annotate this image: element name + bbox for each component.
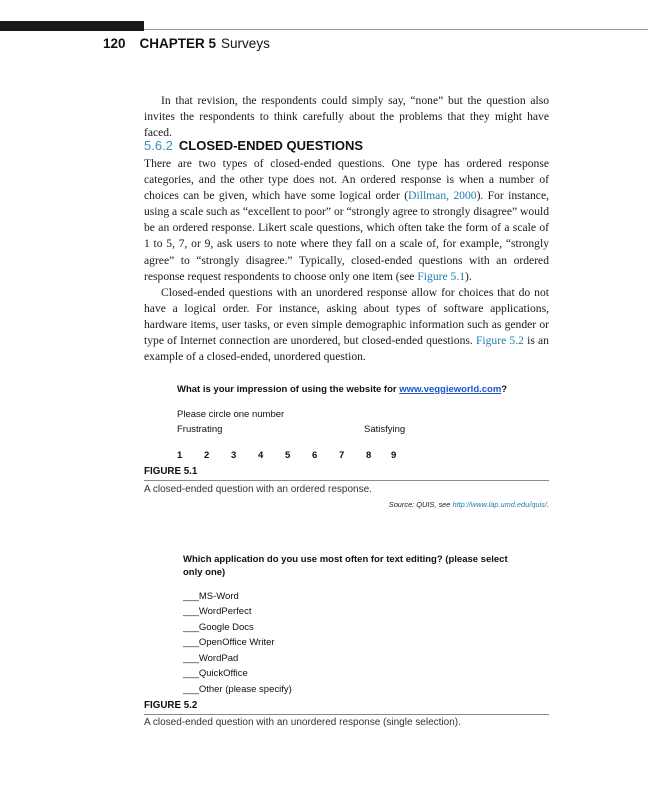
scale-option[interactable]: 6: [312, 450, 318, 461]
figure2-caption: A closed-ended question with an unordered response (single selection).: [144, 717, 461, 728]
scale-right-anchor: Satisfying: [364, 424, 406, 435]
paragraph-ordered: [144, 156, 549, 285]
option-ms-word[interactable]: ___MS-Word: [183, 591, 239, 602]
figure1-question-text: What is your impression of using the website for: [177, 384, 400, 395]
option-openoffice-writer[interactable]: ___OpenOffice Writer: [183, 637, 275, 648]
figure1-label: FIGURE 5.1: [144, 466, 198, 477]
source-suffix: .: [546, 500, 549, 509]
para1-text-a: There are two types of closed-ended questions. One type has ordered response categories, and the other type does not. An ordered response is when a number of choices can be given, which have some logical order (: [144, 157, 549, 203]
figure2-question-line2: only one): [183, 567, 226, 578]
source-prefix: Source: QUIS, see: [388, 500, 453, 509]
option-google-docs[interactable]: ___Google Docs: [183, 622, 254, 633]
figure1-source: [389, 500, 549, 509]
scale-option[interactable]: 8: [366, 450, 372, 461]
chapter-label: CHAPTER 5: [139, 36, 217, 51]
option-wordperfect[interactable]: ___WordPerfect: [183, 606, 252, 617]
figure2-rule: [144, 714, 549, 715]
veggieworld-link[interactable]: www.veggieworld.com: [399, 384, 502, 395]
option-quickoffice[interactable]: ___QuickOffice: [183, 668, 248, 679]
figure1-caption: A closed-ended question with an ordered response.: [144, 484, 372, 495]
scale-option[interactable]: 2: [204, 450, 210, 461]
scale-option[interactable]: 1: [177, 450, 183, 461]
figure-5-2-link[interactable]: Figure 5.2: [475, 334, 524, 348]
section-number: 5.6.2: [144, 138, 173, 153]
paragraph-unordered: [144, 285, 549, 365]
scale-option[interactable]: 9: [391, 450, 397, 461]
scale-option[interactable]: 3: [231, 450, 237, 461]
option-other[interactable]: ___Other (please specify): [183, 684, 292, 695]
quis-url-link[interactable]: http://www.lap.umd.edu/quis/: [452, 500, 547, 509]
figure1-question: [177, 384, 507, 395]
figure1-rule: [144, 480, 549, 481]
scale-option[interactable]: 5: [285, 450, 291, 461]
para2-text-b: is an example of a closed-ended, unordered question.: [144, 334, 549, 364]
intro-paragraph: In that revision, the respondents could simply say, “none” but the question also invites the respondents to think carefully about the problems that they might have faced.: [144, 94, 549, 140]
citation-dillman-link[interactable]: Dillman, 2000: [408, 189, 477, 203]
section-title: CLOSED-ENDED QUESTIONS: [178, 138, 364, 153]
page-number: 120: [103, 36, 126, 51]
scale-option[interactable]: 4: [258, 450, 264, 461]
figure2-label: FIGURE 5.2: [144, 700, 198, 711]
figure-5-1-link[interactable]: Figure 5.1: [417, 269, 466, 283]
para2-text-a: Closed-ended questions with an unordered response allow for choices that do not have a logical order. For instance, asking about types of software applications, hardware items, user tasks, or even simple demographic information such as gender or type of Internet connection are unordered, but closed-ended questions.: [144, 285, 549, 348]
running-header: [103, 36, 270, 51]
scale-option[interactable]: 7: [339, 450, 345, 461]
option-wordpad[interactable]: ___WordPad: [183, 653, 239, 664]
header-bar: [0, 21, 144, 31]
para1-text-c: ).: [465, 269, 472, 283]
chapter-title: Surveys: [221, 36, 270, 51]
section-heading: [144, 138, 363, 153]
intro-paragraph-block: [144, 93, 549, 141]
para1-text-b: ). For instance, using a scale such as “excellent to poor” or “strongly agree to strongly disagree” would be an ordered response. Likert scale questions, which often take the form of a scale of 1 to 5, 7, or 9, ask users to note where they fall on a scale of, for example, “strongly agree” to “strongly disagree.” Typically, closed-ended questions with an ordered response request respondents to choose only one item (see: [144, 189, 550, 283]
figure1-question-end: ?: [501, 384, 508, 395]
header-rule: [144, 29, 648, 30]
figure1-instruction: Please circle one number: [177, 409, 285, 420]
section-body: [144, 156, 549, 365]
figure2-question-line1: Which application do you use most often for text editing? (please select: [183, 554, 508, 565]
scale-left-anchor: Frustrating: [177, 424, 223, 435]
